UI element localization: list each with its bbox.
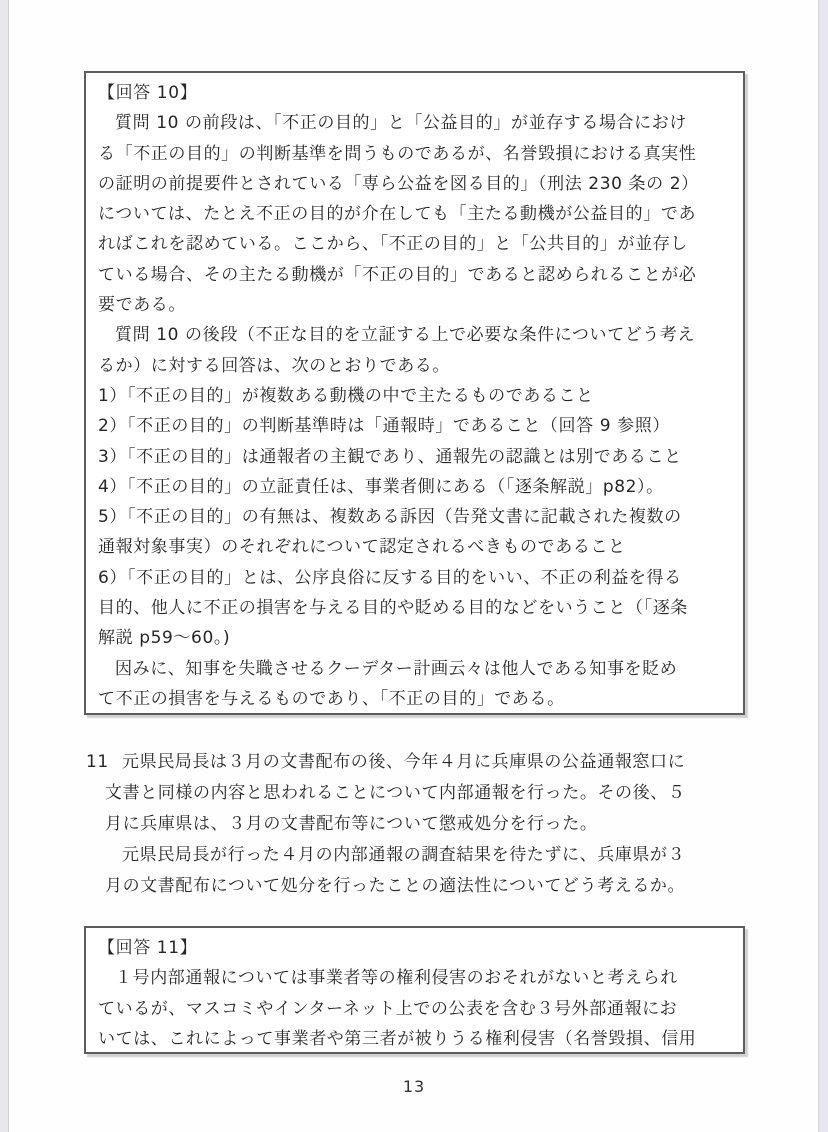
answer10-box [84,71,745,715]
list-item-2: 2）「不正の目的」の判断基準時は「通報時」であること（回答 9 参照） [98,416,670,437]
page-edge-left [0,0,9,1132]
question11-block [86,747,750,902]
text-line: 質問 10 の後段（不正な目的を立証する上で必要な条件についてどう考え [115,325,696,346]
text-line: 解説 p59～60。) [98,628,231,649]
text-line: ている場合、その主たる動機が「不正の目的」であると認められることが必 [98,264,697,285]
answer10-title: 【回答 10】 [98,83,198,103]
list-item-1: 1）「不正の目的」が複数ある動機の中で主たるものであること [98,385,594,406]
text-line: る「不正の目的」の判断基準を問うものであるが、名誉毀損における真実性 [98,143,697,164]
text-line: て不正の損害を与えるものであり、「不正の目的」である。 [98,688,565,709]
question11-number: 11 [86,752,109,772]
list-item-3: 3）「不正の目的」は通報者の主観であり、通報先の認識とは別であること [98,446,682,467]
text-line: 要である。 [98,295,186,316]
text-line: 元県民局長は３月の文書配布の後、今年４月に兵庫県の公益通報窓口に [122,752,686,772]
text-line: 因みに、知事を失職させるクーデター計画云々は他人である知事を貶め [115,658,678,679]
text-line: 質問 10 の前段は、「不正の目的」と「公益目的」が並存する場合におけ [115,113,687,134]
text-line: 文書と同様の内容と思われることについて内部通報を行った。その後、５ [105,783,686,803]
text-line: 月に兵庫県は、３月の文書配布等について懲戒処分を行った。 [105,814,598,834]
list-item-4: 4）「不正の目的」の立証責任は、事業者側にある（「逐条解説」p82）。 [98,476,664,497]
page-edge-right [818,0,828,1132]
text-line: ているが、マスコミやインターネット上での公表を含む３号外部通報にお [98,998,678,1019]
text-line: 月の文書配布について処分を行ったことの適法性についてどう考えるか。 [105,876,686,896]
text-line: いては、これによって事業者や第三者が被りうる権利侵害（名誉毀損、信用 [98,1028,697,1049]
text-line: については、たとえ不正の目的が介在しても「主たる動機が公益目的」であ [98,204,697,225]
text-line: 通報対象事実）のそれぞれについて認定されるべきものであること [98,537,626,558]
answer11-box [84,926,745,1054]
text-line: １号内部通報については事業者等の権利侵害のおそれがないと考えられ [115,968,678,989]
text-line: の証明の前提要件とされている「専ら公益を図る目的」（刑法 230 条の 2） [98,173,699,194]
page-number: 13 [402,1077,426,1096]
list-item-6: 6）「不正の目的」とは、公序良俗に反する目的をいい、不正の利益を得る [98,567,682,588]
answer11-title: 【回答 11】 [98,938,198,958]
text-line: 目的、他人に不正の損害を与える目的や貶める目的などをいうこと（「逐条 [98,598,688,619]
text-line: るか）に対する回答は、次のとおりである。 [98,355,450,376]
text-line: 元県民局長が行った４月の内部通報の調査結果を待たずに、兵庫県が３ [122,845,686,865]
text-line: ればこれを認めている。ここから、「不正の目的」と「公共目的」が並存し [98,234,688,255]
list-item-5: 5）「不正の目的」の有無は、複数ある訴因（告発文書に記載された複数の [98,507,682,528]
